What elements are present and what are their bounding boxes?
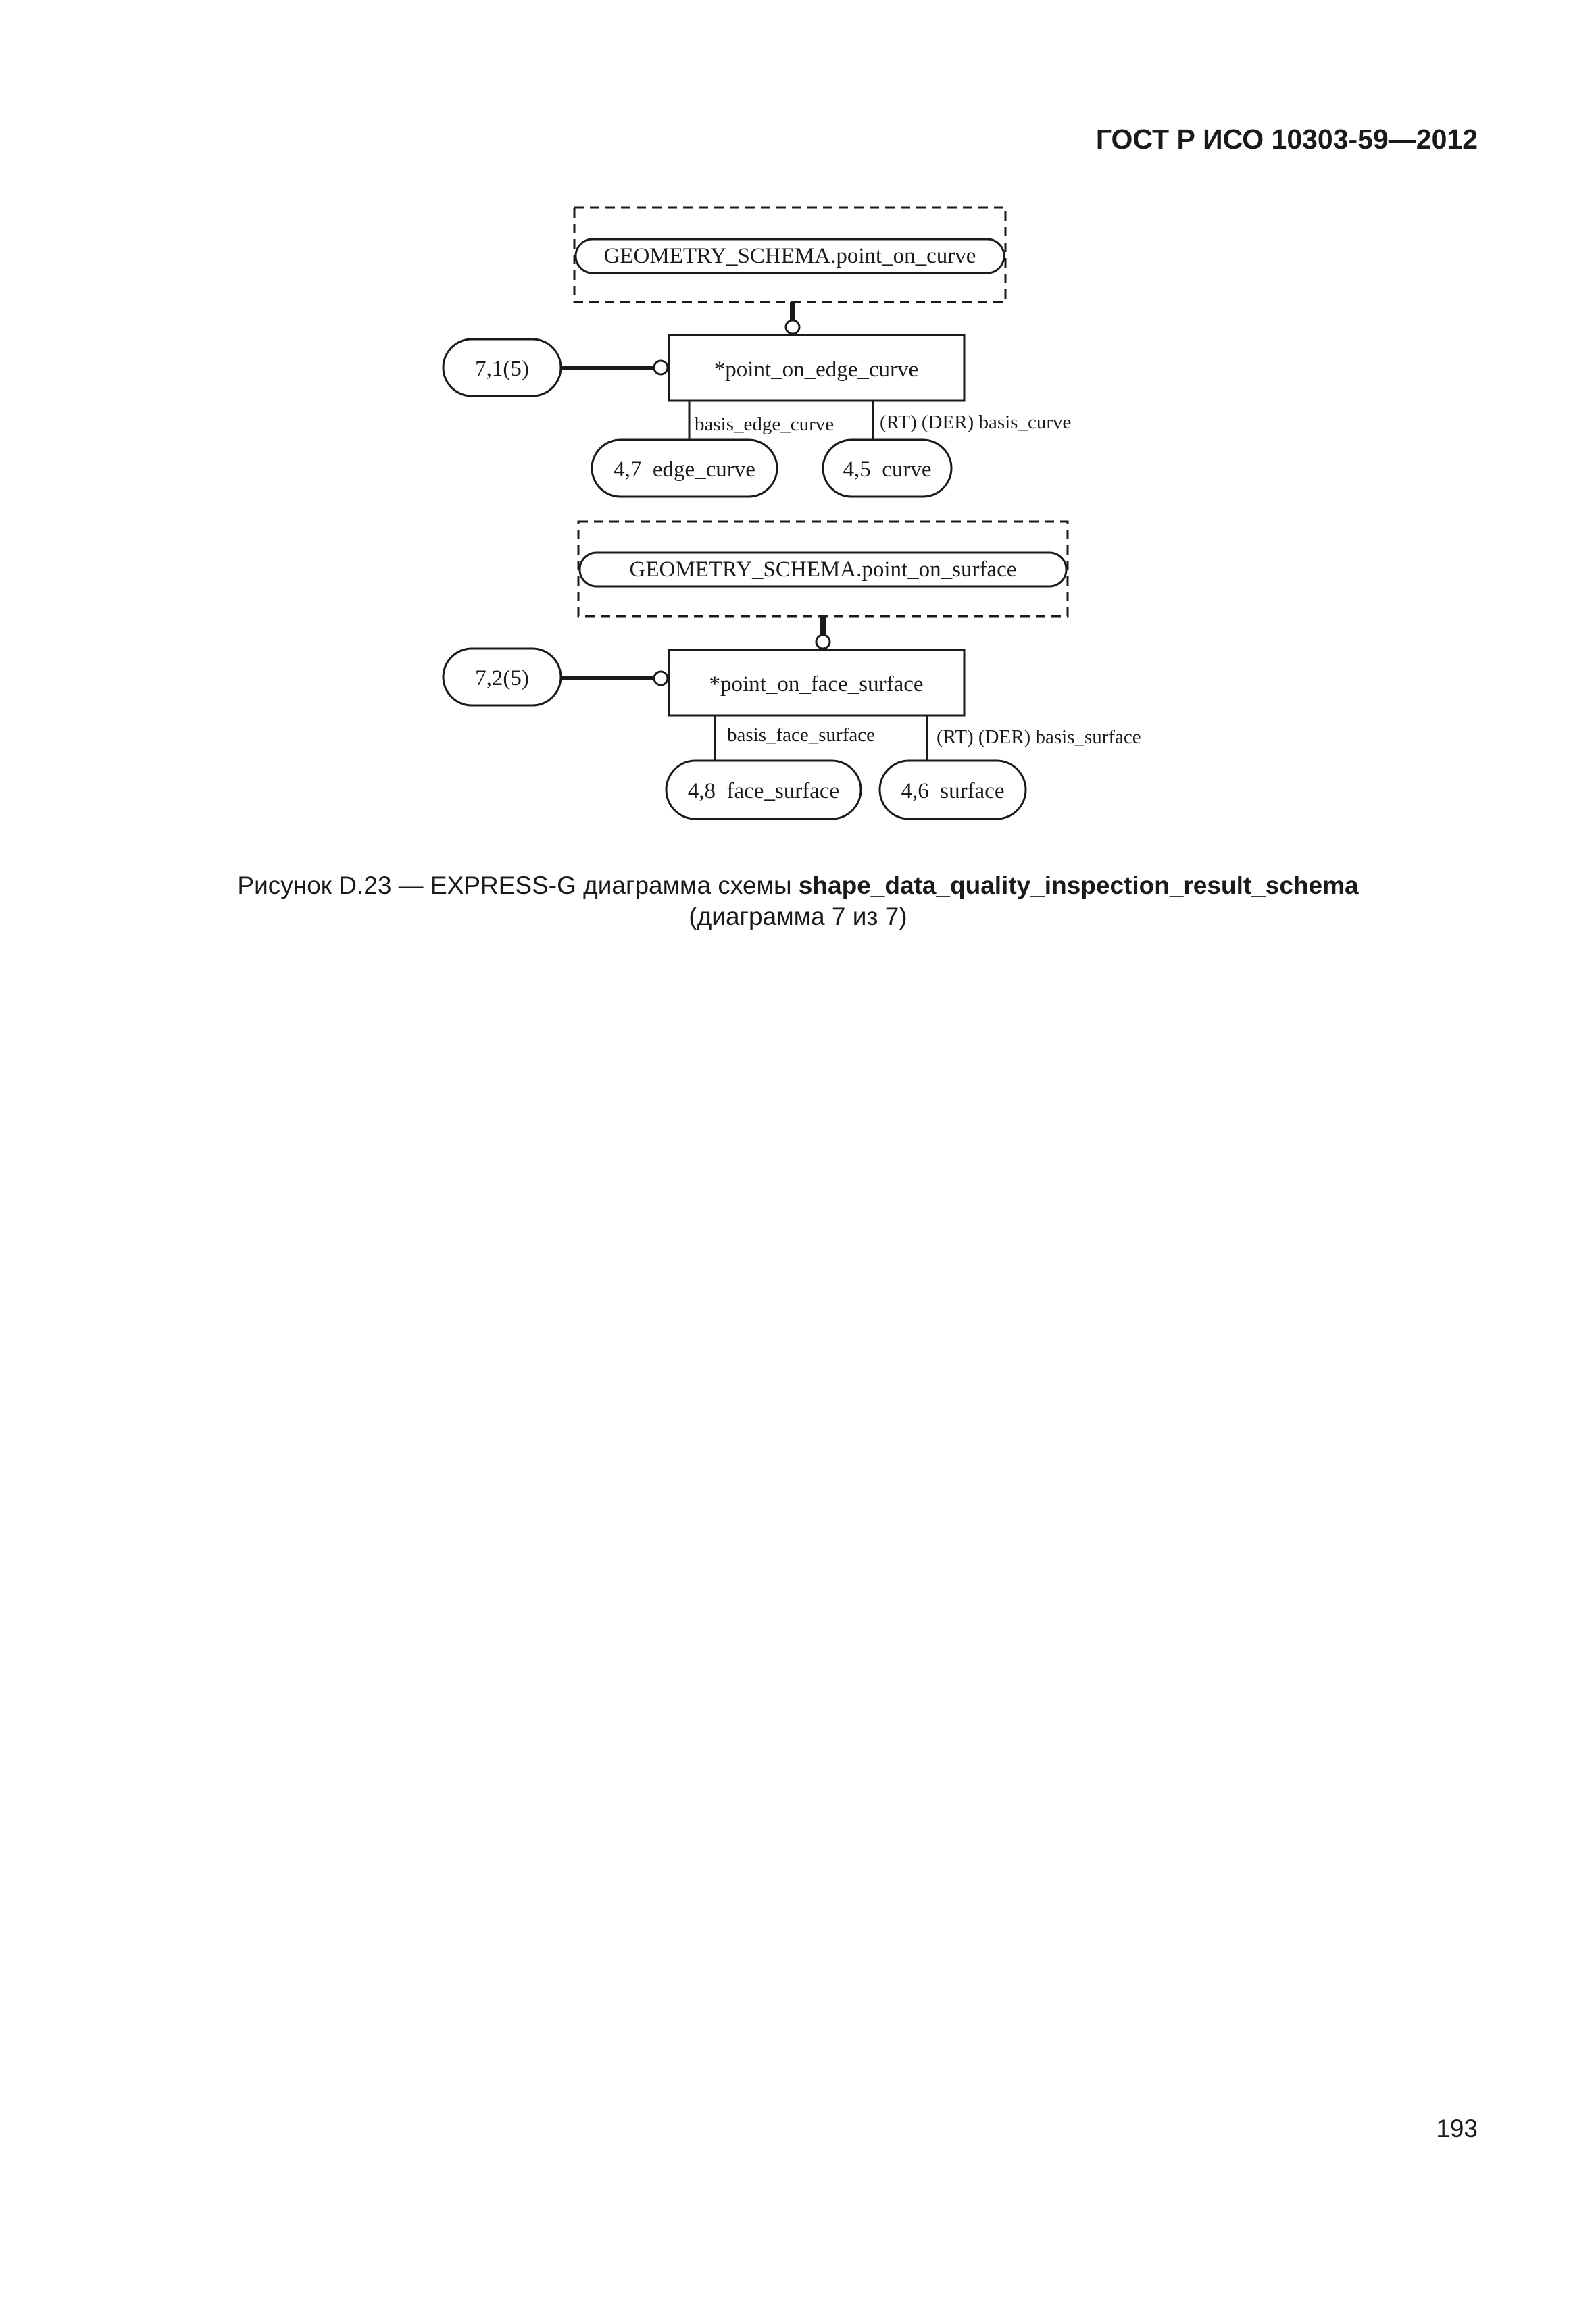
upper-supertype-label: GEOMETRY_SCHEMA.point_on_curve (603, 244, 976, 268)
upper-attr-right-label: (RT) (DER) basis_curve (880, 411, 1072, 433)
caption-line-1 (0, 870, 1596, 901)
upper-page-ref-label: 7,1(5) (475, 357, 529, 381)
upper-inherit-circle (786, 320, 799, 334)
upper-target-right-label: 4,5 curve (843, 457, 932, 482)
lower-target-left-label: 4,8 face_surface (687, 779, 840, 803)
caption-prefix: Рисунок D.23 — EXPRESS-G диаграмма схемы (237, 872, 799, 899)
caption-line-2: (диаграмма 7 из 7) (689, 903, 907, 930)
page-number: 193 (1436, 2115, 1478, 2142)
lower-attr-left-label: basis_face_surface (727, 724, 875, 746)
lower-entity-label: *point_on_face_surface (709, 672, 924, 697)
lower-attr-right-label: (RT) (DER) basis_surface (937, 726, 1141, 748)
caption-schema-name: shape_data_quality_inspection_result_schema (798, 872, 1359, 899)
upper-target-left-label: 4,7 edge_curve (614, 457, 755, 482)
upper-ref-circle (654, 361, 668, 374)
upper-attr-left-label: basis_edge_curve (695, 413, 834, 435)
lower-target-right-label: 4,6 surface (901, 779, 1005, 803)
upper-entity-label: *point_on_edge_curve (714, 357, 919, 382)
standard-header: ГОСТ Р ИСО 10303-59—2012 (1095, 124, 1478, 155)
lower-supertype-label: GEOMETRY_SCHEMA.point_on_surface (629, 557, 1017, 582)
lower-inherit-circle (816, 635, 830, 649)
figure-caption (0, 870, 1596, 932)
lower-page-ref-label: 7,2(5) (475, 666, 529, 690)
lower-ref-circle (654, 672, 668, 685)
